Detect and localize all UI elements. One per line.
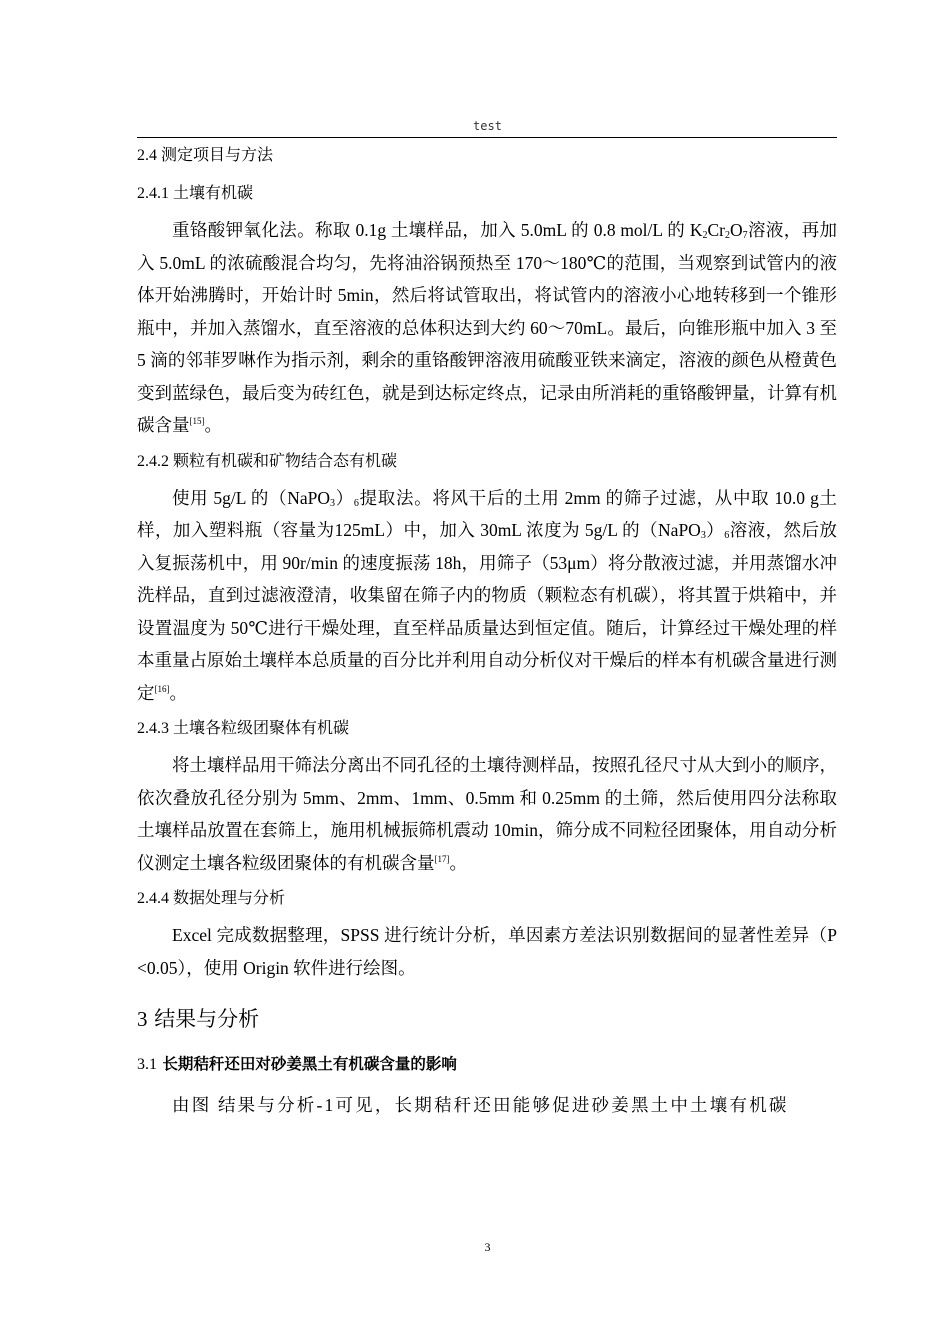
- section-2-4-4-paragraph: Excel 完成数据整理，SPSS 进行统计分析，单因素方差法识别数据间的显著性差异（P<0.05），使用 Origin 软件进行绘图。: [137, 925, 837, 978]
- section-2-4-1-heading: 2.4.1 土壤有机碳: [137, 185, 254, 202]
- section-2-4-3-heading: 2.4.3 土壤各粒级团聚体有机碳: [137, 720, 350, 737]
- page-number: 3: [484, 1240, 491, 1254]
- section-2-4-heading: 2.4 测定项目与方法: [137, 147, 274, 164]
- section-3-1-heading: 3.1 长期秸秆还田对砂姜黑土有机碳含量的影响: [137, 1055, 457, 1073]
- citation-16: [16]: [154, 683, 170, 694]
- section-2-4-2-heading: 2.4.2 颗粒有机碳和矿物结合态有机碳: [137, 452, 398, 470]
- document-body: [137, 144, 837, 1122]
- section-2-4-4-heading: 2.4.4 数据处理与分析: [137, 890, 286, 907]
- section-2-4-2-paragraph: 使用 5g/L 的$(NaPO_3)_6$提取法。将风干后的土用 2mm 的筛子过滤，从中取 10.0 g土样，加入塑料瓶（容量为125mL）中，加入 30mL 浓度为 5g/L 的$(NaPO_3)_6$溶液，然后放入复振荡机中，用 90r/min 的速度振荡 18h，用筛子（53μm）将分散液过滤，并用蒸馏水冲洗样品，直到过滤液澄清，收集留在筛子内的物质（颗粒态有机碳），将其置于烘箱中，并设置温度为 50℃进行干燥处理，直至样品质量达到恒定值。随后，计算经过干燥处理的样本重量占原始土壤样本总质量的百分比并利用自动分析仪对干燥后的样本有机碳含量进行测定[16]。: [137, 487, 838, 703]
- section-3-1-paragraph: 由图 结果与分析-1可见，长期秸秆还田能够促进砂姜黑土中土壤有机碳: [172, 1095, 789, 1115]
- citation-17: [17]: [434, 853, 450, 864]
- section-2-4-1-paragraph: 重铬酸钾氧化法。称取 0.1g 土壤样品，加入 5.0mL 的 0.8 mol/L 的 $K_2Cr_2O_7$溶液，再加入 5.0mL 的浓硫酸混合均匀，先将油浴锅预热至 170～180℃的范围，当观察到试管内的液体开始沸腾时，开始计时 5min，然后将试管取出，将试管内的溶液小心地转移到一个锥形瓶中，并加入蒸馏水，直至溶液的总体积达到大约 60～70mL。最后，向锥形瓶中加入 3 至 5 滴的邻菲罗啉作为指示剂，剩余的重铬酸钾溶液用硫酸亚铁来滴定，溶液的颜色从橙黄色变到蓝绿色，最后变为砖红色，就是到达标定终点，记录由所消耗的重铬酸钾量，计算有机碳含量[15]。: [137, 220, 837, 435]
- header-rule: [137, 137, 837, 138]
- page-header: test: [473, 119, 502, 133]
- section-3-heading: 3 结果与分析: [137, 1007, 260, 1031]
- citation-15: [15]: [189, 416, 205, 426]
- section-2-4-3-paragraph: 将土壤样品用干筛法分离出不同孔径的土壤待测样品，按照孔径尺寸从大到小的顺序，依次叠放孔径分别为 5mm、2mm、1mm、0.5mm 和 0.25mm 的土筛，然后使用四分法称取土壤样品放置在套筛上，施用机械振筛机震动 10min，筛分成不同粒径团聚体，用自动分析仪测定土壤各粒级团聚体的有机碳含量[17]。: [137, 755, 837, 873]
